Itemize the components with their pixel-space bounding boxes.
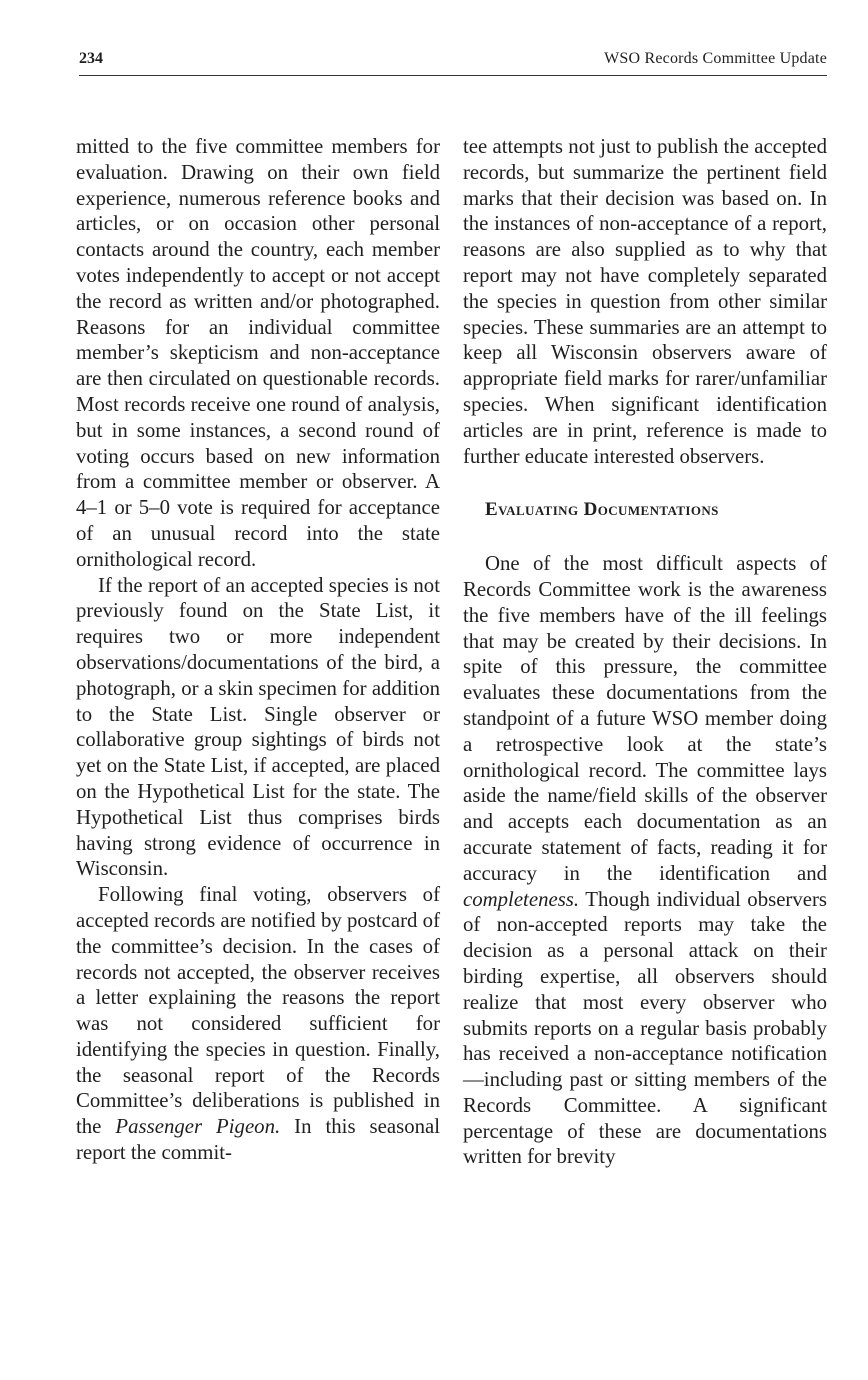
italic-title: Passenger Pigeon. [115,1115,281,1139]
paragraph [76,882,440,1166]
paragraph: If the report of an accepted species is not previously found on the State List, it requires two or more independent observations/documentations of the bird, a photograph, or a skin specimen for addition to the State List. Single observer or collaborative group sightings of birds not yet on the State List, if accepted, are placed on the Hypothetical List for the state. The Hypothetical List thus comprises birds having strong evidence of occurrence in Wisconsin. [76,573,440,881]
paragraph: mitted to the five committee members for evaluation. Drawing on their own field experience, numerous reference books and articles, or on occasion other personal contacts around the country, each member votes independently to accept or not accept the record as written and/or photographed. Reasons for an individual committee member’s skepticism and non-acceptance are then circulated on questionable records. Most records receive one round of analysis, but in some instances, a second round of voting occurs based on new information from a committee member or observer. A 4–1 or 5–0 vote is required for acceptance of an unusual record into the state ornithological record. [76,135,440,571]
page-header [79,50,827,74]
header-rule [79,75,827,76]
text-run: In this seasonal report the commit- [76,1115,440,1165]
paragraph [463,551,827,1170]
italic-word: completeness. [463,887,580,911]
left-column [76,134,440,1166]
running-title: WSO Records Committee Update [604,50,827,67]
paragraph: tee attempts not just to publish the accepted records, but summarize the pertinent field marks that their decision was based on. In the instances of non-acceptance of a report, reasons are also supplied as to why that report may not have completely separated the species in question from other similar species. These summaries are an attempt to keep all Wisconsin observers aware of appropriate field marks for rarer/unfamiliar species. When significant identification articles are in print, reference is made to further educate interested observers. [463,135,827,468]
section-heading: Evaluating Documentations [485,499,719,521]
text-run: Following final voting, observers of accepted records are notified by postcard of the committee’s decision. In the cases of records not accepted, the observer receives a letter explaining the reasons the report was not considered sufficient for identifying the species in question. Finally, the seasonal report of the Records Committee’s deliberations is published in the [76,883,440,1139]
right-column [463,134,827,1170]
text-run: Though individual observers of non-accepted reports may take the decision as a personal attack on their birding expertise, all observers should realize that most every observer who submits reports on a regular basis probably has received a non-acceptance notification—including past or sitting members of the Records Committee. A significant percentage of these are documentations written for brevity [463,887,827,1169]
page-number: 234 [79,50,103,67]
text-run: One of the most difficult aspects of Records Committee work is the awareness the five members have of the ill feelings that may be created by their decisions. In spite of this pressure, the committee evaluates these documentations from the standpoint of a future WSO member doing a retrospective look at the state’s ornithological record. The committee lays aside the name/field skills of the observer and accepts each documentation as an accurate statement of facts, reading it for accuracy in the identification and [463,552,827,885]
